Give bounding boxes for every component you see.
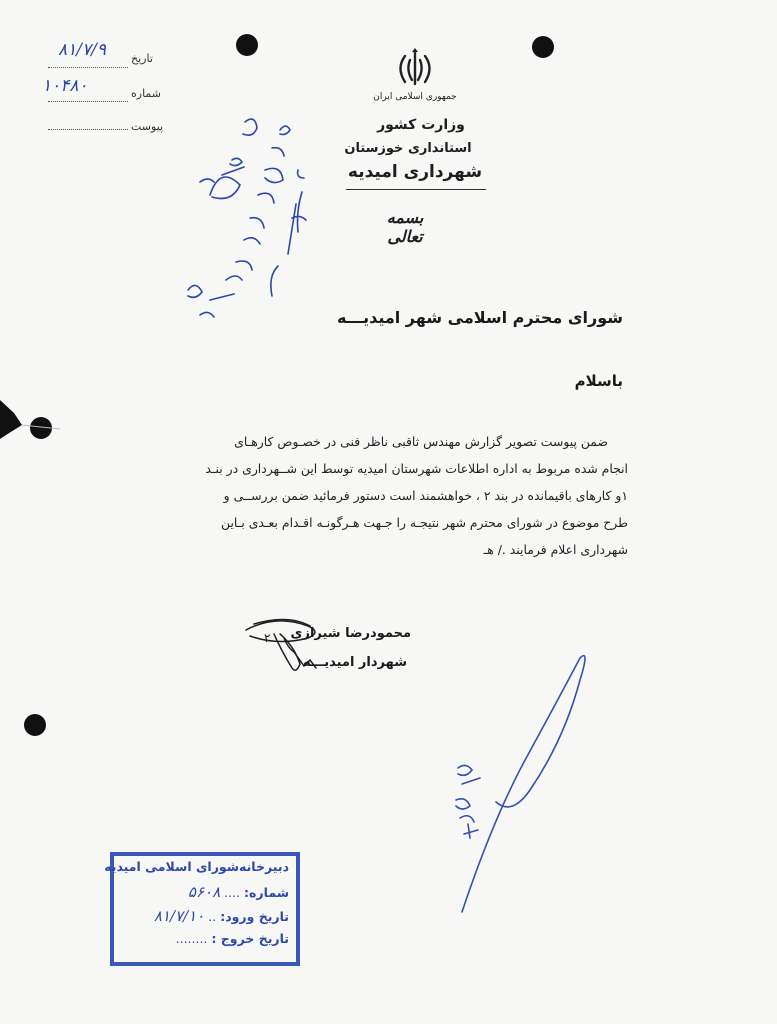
stamp-entry-value: ۸۱/۷/۱۰ — [153, 907, 205, 925]
body-line: ۱و کارهای باقیمانده در بند ۲ ، خواهشمند است دستور فرمائید ضمن بررســی و — [223, 488, 628, 503]
stamp-title-text: دبیرخانه‌شورای اسلامی امیدیه — [104, 859, 289, 874]
body-line: انجام شده مربوط به اداره اطلاعات شهرستان امیدیه توسط این شــهرداری در بنـد — [205, 461, 628, 476]
emblem-caption: جمهوری اسلامی ایران — [373, 92, 457, 102]
body-line: ضمن پیوست تصویر گزارش مهندس ثاقبی ناظر فنی در خصـوص کارهـای — [234, 434, 608, 449]
stamp-entry-row — [121, 907, 289, 931]
paper-tear-mark — [0, 395, 60, 445]
stamp-number-row — [121, 883, 289, 907]
letterhead-divider — [346, 189, 486, 190]
recipient-line: شورای محترم اسلامی شهر امیدیـــه — [336, 308, 623, 327]
body-line: طرح موضوع در شورای محترم شهر نتیجـه را جـهت هـرگونـه اقـدام بعـدی بـاین — [221, 515, 628, 530]
punch-hole-top-right — [532, 36, 554, 58]
handwritten-approval-mark — [440, 650, 600, 920]
municipality-line: شهرداری امیدیه — [347, 162, 483, 182]
stamp-entry-dots: .. — [208, 909, 217, 924]
stamp-number-label: شماره: — [244, 885, 289, 900]
signatory-name: محمودرضا شیرازی — [290, 626, 411, 641]
stamp-exit-label: تاریخ خروج : — [211, 931, 289, 946]
letter-body — [150, 428, 628, 563]
governorate-line: استانداری خوزستان — [344, 141, 472, 156]
body-line: شهرداری اعلام فرمایند ./ هـ — [483, 542, 628, 557]
iran-emblem-icon — [393, 46, 437, 90]
signatory-title: شهردار امیدیـــه — [302, 655, 407, 670]
svg-text:۲: ۲ — [264, 631, 271, 645]
number-value: ۱۰۴۸۰ — [42, 76, 88, 96]
handwritten-referral-note — [170, 100, 330, 330]
stamp-title — [104, 859, 289, 883]
attachment-line — [48, 129, 128, 130]
stamp-exit-value: ........ — [175, 931, 208, 946]
stamp-number-dots: .... — [224, 885, 241, 900]
stamp-number-value: ۵۶۰۸ — [187, 883, 221, 901]
number-label: شماره — [131, 87, 162, 100]
secretariat-stamp — [104, 852, 300, 966]
ministry-line: وزارت کشور — [377, 117, 465, 133]
attachment-label: پیوست — [131, 120, 164, 133]
bismillah-line: بسمه تعالی — [386, 208, 424, 246]
stamp-entry-label: تاریخ ورود: — [220, 909, 289, 924]
number-line — [48, 101, 128, 102]
stamp-exit-row — [121, 931, 289, 955]
date-label: تاریخ — [131, 52, 153, 65]
punch-hole-left-low — [24, 714, 46, 736]
date-value: ۸۱/۷/۹ — [58, 40, 106, 60]
mayor-signature — [240, 612, 330, 678]
punch-hole-top-left — [236, 34, 258, 56]
date-line — [48, 67, 128, 68]
greeting-line: باسلام — [574, 372, 623, 390]
